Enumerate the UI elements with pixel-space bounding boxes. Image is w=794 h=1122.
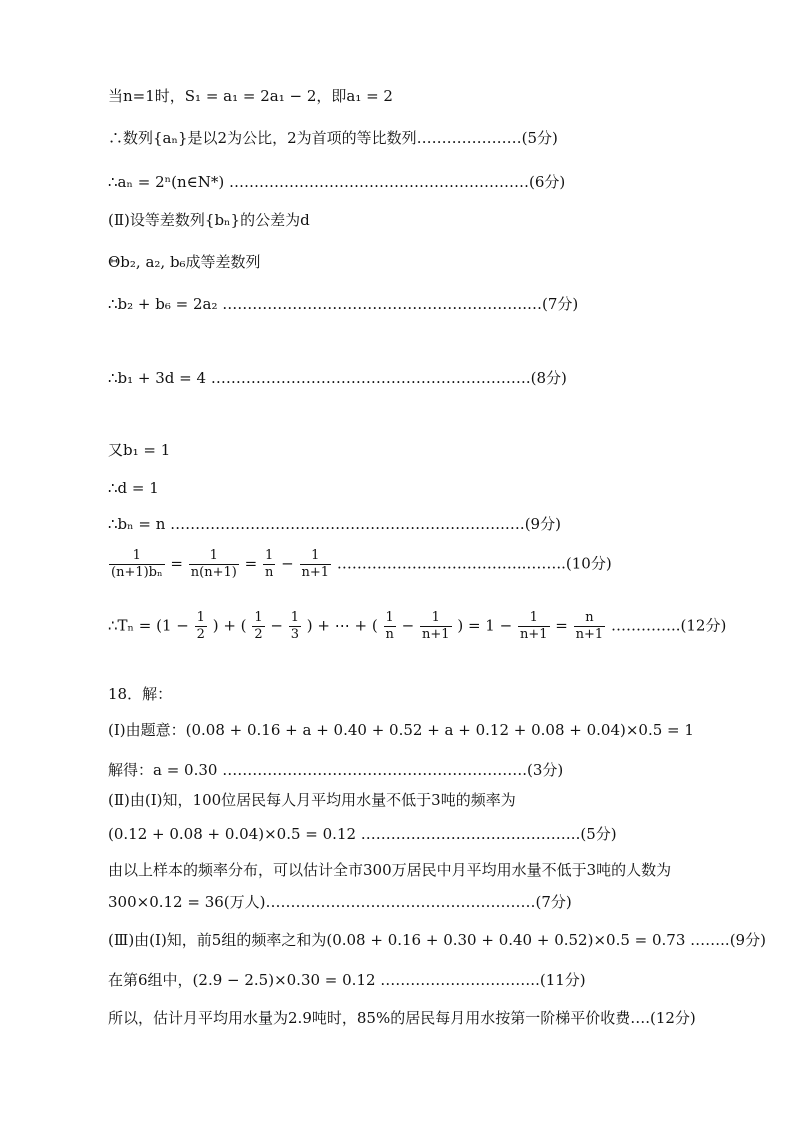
fraction: $\frac{1}{n}$: [385, 610, 394, 642]
fraction: $\frac{1}{3}$: [290, 610, 300, 642]
line-group6: 在第6组中，(2.9 − 2.5)×0.30 = 0.12 …………………………..(11分): [108, 971, 586, 989]
line-part1-equation: (Ⅰ)由题意：(0.08 + 0.16 + a + 0.40 + 0.52 + a + 0.12 + 0.08 + 0.04)×0.5 = 1: [108, 721, 694, 739]
line-geometric-sequence: ∴数列{aₙ}是以2为公比，2为首项的等比数列…………………(5分): [108, 129, 558, 147]
line-b1-3d: ∴b₁ + 3d = 4 ……………………………………………………….(8分): [108, 369, 567, 387]
fraction: $\frac{1}{\text{(n+1)bₙ}}$: [111, 548, 163, 580]
line-estimate-intro: 由以上样本的频率分布，可以估计全市300万居民中月平均用水量不低于3吨的人数为: [108, 861, 672, 879]
line-conclusion: 所以，估计月平均用水量为2.9吨时，85%的居民每月用水按第一阶梯平价收费….(12分): [108, 1009, 696, 1027]
line-q18-heading: 18．解：: [108, 685, 173, 703]
fraction: $\frac{1}{n(n+1)}$: [190, 548, 237, 580]
line-frequency-calc: (0.12 + 0.08 + 0.04)×0.5 = 0.12 ……………………………………..(5分): [108, 825, 617, 843]
fraction: $\frac{n}{n+1}$: [575, 610, 604, 642]
line-d-value: ∴d = 1: [108, 479, 159, 497]
line-population-estimate: 300×0.12 = 36(万人)………………………………………………(7分): [108, 893, 572, 911]
line-case-n1: 当n=1时，S₁ = a₁ = 2a₁ − 2，即a₁ = 2: [108, 87, 393, 105]
line-an-formula: ∴aₙ = 2ⁿ(n∈N*) ……………………………………………………(6分): [108, 173, 566, 191]
line-b2-b6: ∴b₂ + b₆ = 2a₂ …………………………………………………….…(7分): [108, 295, 579, 313]
fraction: $\frac{1}{n+1}$: [422, 610, 450, 642]
fraction: $\frac{1}{n}$: [264, 548, 274, 580]
line-part2-setup: (Ⅱ)设等差数列{bₙ}的公差为d: [108, 211, 310, 229]
line-a-value: 解得：a = 0.30 …………………………………………………….(3分): [108, 761, 564, 779]
fraction: $\frac{1}{2}$: [196, 610, 205, 642]
line-part2-frequency: (Ⅱ)由(Ⅰ)知，100位居民每人月平均用水量不低于3吨的频率为: [108, 791, 516, 809]
fraction: $\frac{1}{n+1}$: [519, 610, 548, 642]
line-arithmetic-condition: Θb₂, a₂, b₆成等差数列: [108, 253, 261, 271]
line-part3-sum: (Ⅲ)由(Ⅰ)知，前5组的频率之和为(0.08 + 0.16 + 0.30 + 0.40 + 0.52)×0.5 = 0.73 ……..(9分): [108, 931, 766, 949]
line-tn-sum: ∴Tₙ = (1 − $\frac{1}{2}$ ) + ( $\frac{1}{2}$ − $\frac{1}{3}$ ) + ⋯ + ( $\frac{1}{n}$ − $\frac{1}{n+1}$ ) = 1 − $\frac{1}{n+1}$ = $\frac{n}{n+1}$ …………..(12分): [108, 610, 727, 642]
line-partial-fraction: $\frac{1}{\text{(n+1)bₙ}}$ = $\frac{1}{n(n+1)}$ = $\frac{1}{n}$ − $\frac{1}{n+1}$ ………………………………..……..(10分): [111, 548, 612, 580]
line-b1-value: 又b₁ = 1: [108, 441, 171, 459]
line-bn-formula: ∴bₙ = n ………………………………………………………….….(9分): [108, 515, 561, 533]
fraction: $\frac{1}{2}$: [254, 610, 263, 642]
fraction: $\frac{1}{n+1}$: [301, 548, 330, 580]
